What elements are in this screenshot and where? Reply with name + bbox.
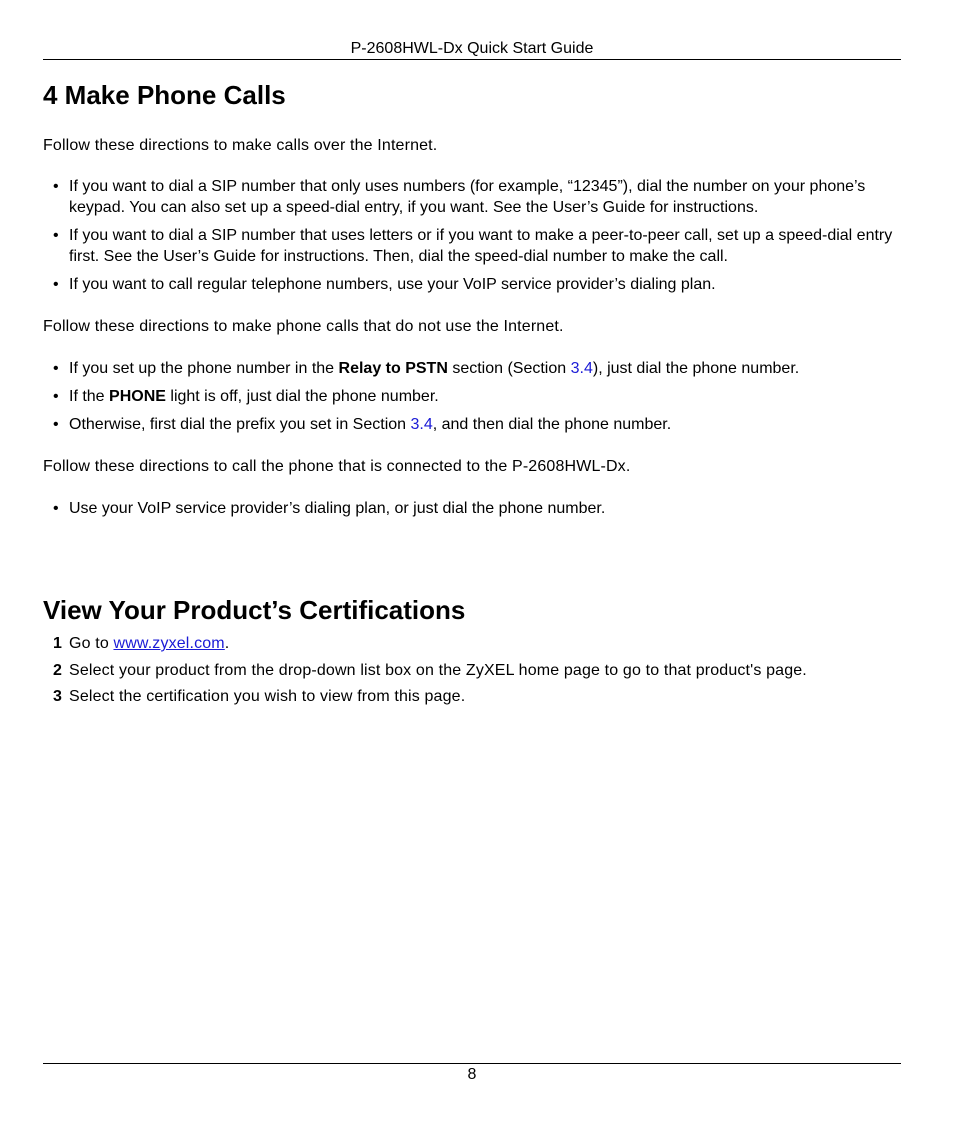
list-item-text: Use your VoIP service provider’s dialing plan, or just dial the phone number.	[69, 500, 606, 517]
intro-device-calls: Follow these directions to call the phone that is connected to the P-2608HWL-Dx.	[43, 458, 631, 475]
bullet-icon: •	[53, 178, 59, 195]
list-item	[43, 414, 903, 435]
running-header: P-2608HWL-Dx Quick Start Guide	[350, 40, 594, 57]
list-item-text: If you set up the phone number in the Relay to PSTN section (Section 3.4), just dial the phone number.	[69, 360, 800, 377]
section-heading-make-phone-calls: 4 Make Phone Calls	[43, 80, 286, 110]
step-number: 1	[53, 635, 63, 652]
intro-pstn-calls: Follow these directions to make phone calls that do not use the Internet.	[43, 318, 564, 335]
bullet-icon: •	[53, 388, 59, 405]
list-item-text: If you want to dial a SIP number that uses letters or if you want to make a peer-to-peer call, set up a speed-dial entry first. See the User’s Guide for instructions. Then, dial the speed-dial number to make the call.	[69, 227, 893, 265]
step-item: 1 Go to www.zyxel.com.	[53, 635, 230, 652]
bullet-icon: •	[53, 360, 59, 377]
list-item-text: If the PHONE light is off, just dial the phone number.	[69, 388, 439, 405]
header-rule	[43, 59, 901, 60]
list-item	[43, 386, 903, 407]
intro-internet-calls: Follow these directions to make calls over the Internet.	[43, 137, 438, 154]
step-number: 3	[53, 688, 63, 705]
pstn-calls-list	[43, 358, 903, 435]
list-item	[43, 225, 903, 267]
bullet-icon: •	[53, 416, 59, 433]
list-item	[43, 358, 903, 379]
list-item-text: Otherwise, first dial the prefix you set in Section 3.4, and then dial the phone number.	[69, 416, 672, 433]
list-item-text: If you want to call regular telephone numbers, use your VoIP service provider’s dialing plan.	[69, 276, 716, 293]
bullet-icon: •	[53, 276, 59, 293]
section-heading-certifications: View Your Product’s Certifications	[43, 595, 466, 625]
internet-calls-list	[43, 176, 903, 295]
list-item	[43, 176, 903, 218]
section-3-4-link[interactable]: 3.4	[570, 360, 593, 377]
list-item-text: If you want to dial a SIP number that only uses numbers (for example, “12345”), dial the number on your phone’s keypad. You can also set up a speed-dial entry, if you want. See the User’s Guide for instructions.	[69, 178, 866, 216]
step-text: Select the certification you wish to view from this page.	[69, 688, 466, 705]
list-item	[43, 498, 903, 519]
phone-light-label: PHONE	[109, 388, 166, 405]
step-item	[53, 687, 465, 707]
bullet-icon: •	[53, 227, 59, 244]
bullet-icon: •	[53, 500, 59, 517]
page-number: 8	[467, 1066, 477, 1083]
step-number: 2	[53, 662, 63, 679]
step-text: Select your product from the drop-down list box on the ZyXEL home page to go to that product's page.	[69, 662, 807, 679]
device-calls-list	[43, 498, 903, 519]
section-3-4-link[interactable]: 3.4	[410, 416, 433, 433]
relay-to-pstn-label: Relay to PSTN	[338, 360, 448, 377]
zyxel-website-link[interactable]: www.zyxel.com	[113, 635, 225, 652]
step-item	[53, 661, 807, 681]
list-item	[43, 274, 903, 295]
footer-rule	[43, 1063, 901, 1064]
